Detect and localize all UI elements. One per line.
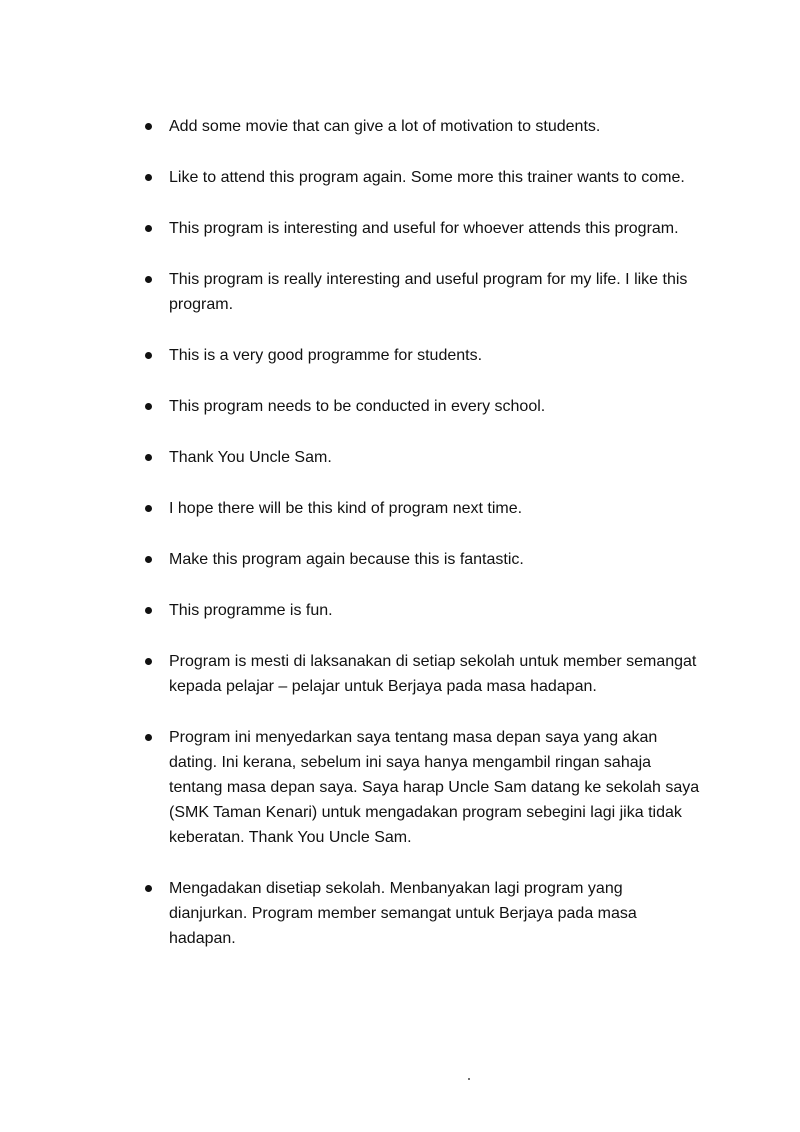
list-item — [145, 598, 705, 623]
stray-mark — [468, 1078, 470, 1080]
feedback-text: Add some movie that can give a lot of motivation to students. — [169, 118, 601, 135]
bullet-icon — [145, 658, 152, 665]
bullet-icon — [145, 123, 152, 130]
list-item — [145, 876, 705, 951]
bullet-icon — [145, 454, 152, 461]
list-item — [145, 165, 705, 190]
list-item — [145, 547, 705, 572]
feedback-text: This program needs to be conducted in every school. — [169, 398, 546, 415]
list-item — [145, 496, 705, 521]
bullet-icon — [145, 885, 152, 892]
feedback-text: This is a very good programme for students. — [169, 347, 483, 364]
bullet-icon — [145, 225, 152, 232]
bullet-icon — [145, 276, 152, 283]
feedback-text: This program is interesting and useful for whoever attends this program. — [169, 220, 679, 237]
list-item — [145, 394, 705, 419]
list-item — [145, 267, 705, 317]
list-item — [145, 649, 705, 699]
list-item — [145, 343, 705, 368]
feedback-text: Mengadakan disetiap sekolah. Menbanyakan lagi program yang dianjurkan. Program member semangat untuk Berjaya pada masa hadapan. — [169, 880, 637, 947]
bullet-icon — [145, 352, 152, 359]
bullet-icon — [145, 556, 152, 563]
feedback-list — [145, 114, 705, 977]
bullet-icon — [145, 607, 152, 614]
feedback-text: Like to attend this program again. Some more this trainer wants to come. — [169, 169, 685, 186]
feedback-text: This program is really interesting and useful program for my life. I like this program. — [169, 271, 688, 313]
list-item — [145, 114, 705, 139]
feedback-text: Program is mesti di laksanakan di setiap sekolah untuk member semangat kepada pelajar – pelajar untuk Berjaya pada masa hadapan. — [169, 653, 697, 695]
bullet-icon — [145, 403, 152, 410]
list-item — [145, 216, 705, 241]
list-item — [145, 725, 705, 850]
list-item — [145, 445, 705, 470]
feedback-text: Make this program again because this is fantastic. — [169, 551, 524, 568]
feedback-text: This programme is fun. — [169, 602, 333, 619]
feedback-text: I hope there will be this kind of program next time. — [169, 500, 523, 517]
feedback-text: Thank You Uncle Sam. — [169, 449, 332, 466]
bullet-icon — [145, 734, 152, 741]
bullet-icon — [145, 505, 152, 512]
bullet-icon — [145, 174, 152, 181]
feedback-text: Program ini menyedarkan saya tentang masa depan saya yang akan dating. Ini kerana, sebelum ini saya hanya mengambil ringan sahaja tentang masa depan saya. Saya harap Uncle Sam datang ke sekolah saya (SMK Taman Kenari) untuk mengadakan program sebegini lagi jika tidak keberatan. Thank You Uncle Sam. — [169, 729, 700, 846]
